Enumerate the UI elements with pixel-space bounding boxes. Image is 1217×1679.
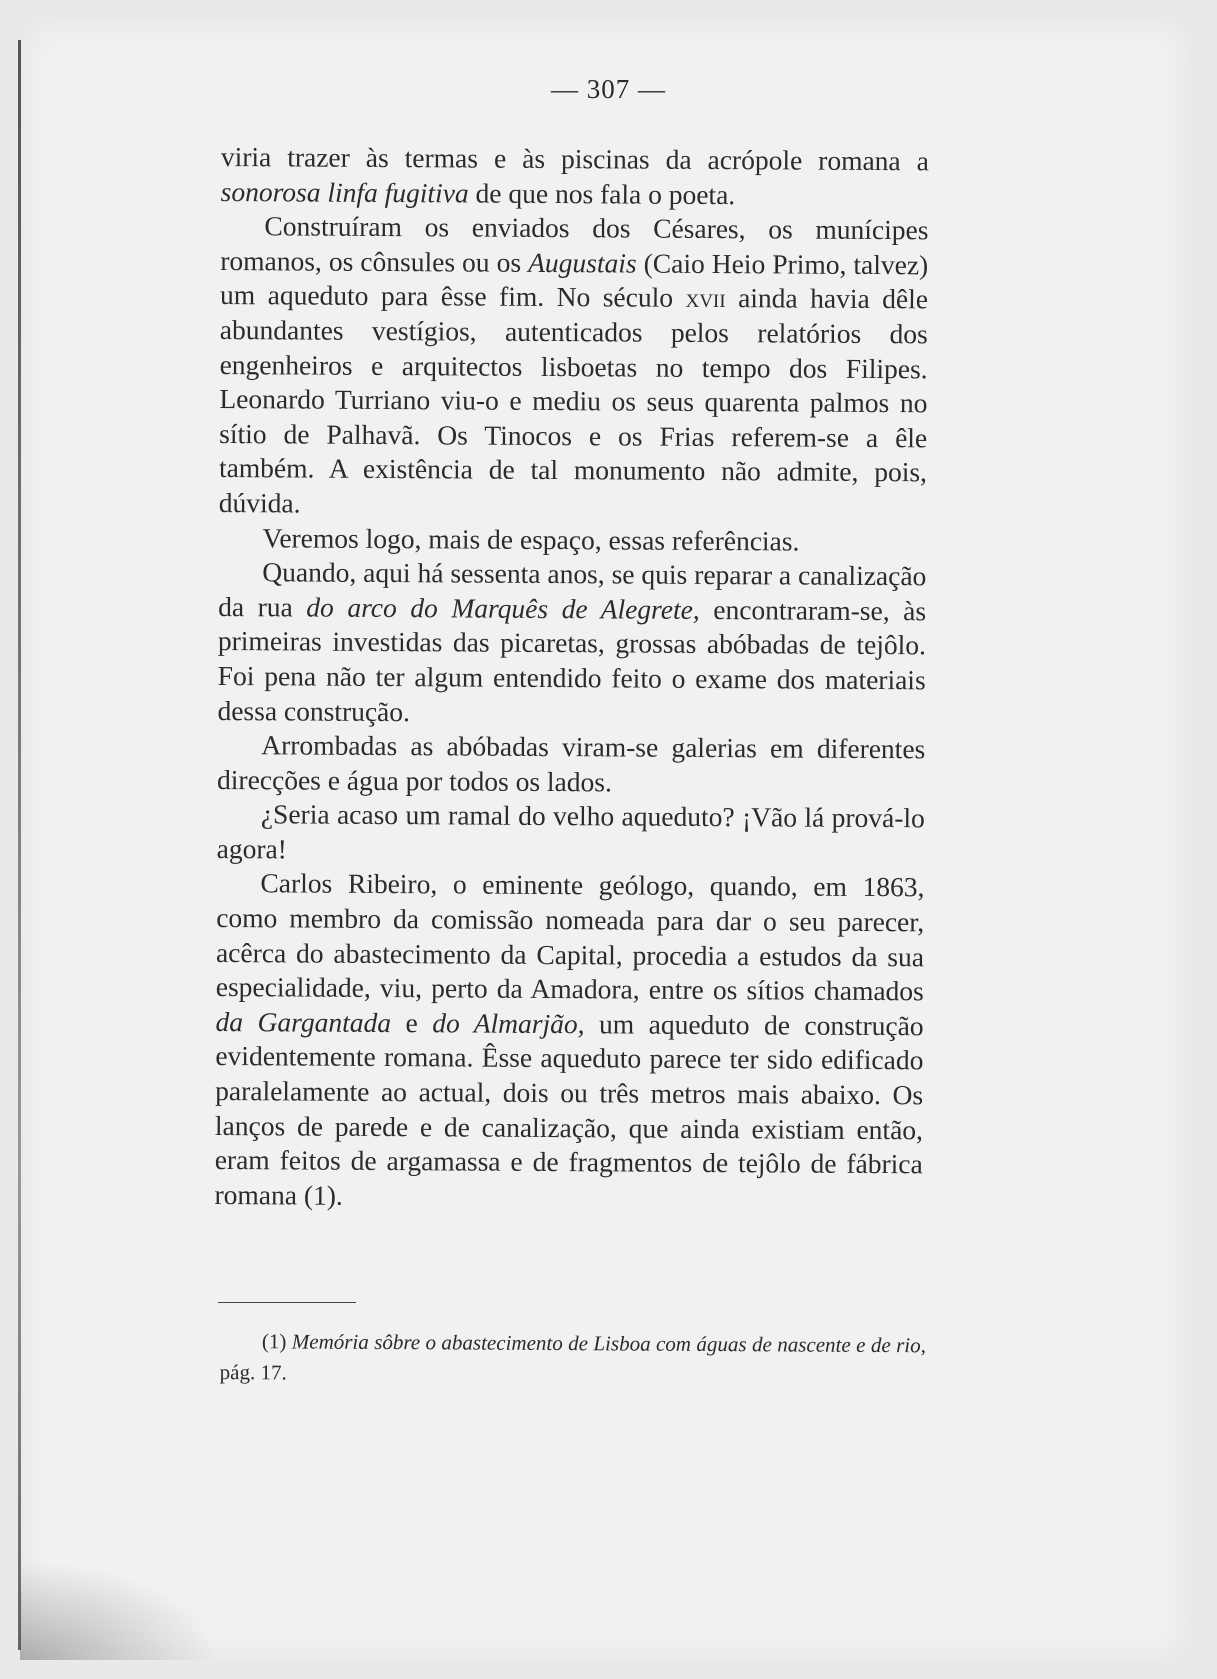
paragraph	[217, 555, 926, 732]
italic-run: sonorosa linfa fugitiva	[220, 175, 469, 209]
italic-run: do arco do Marquês de Alegrete,	[306, 591, 700, 625]
text-run: e	[390, 1006, 433, 1039]
paragraph	[217, 797, 925, 871]
scan-shadow	[20, 1560, 220, 1660]
page-binding-edge	[18, 40, 21, 1650]
text-run: Carlos Ribeiro, o eminente geólogo, quando, em 1863, como membro da comissão nomeada para dar o seu parecer, acêrca do abastecimento da Capital, procedia a estudos da sua especialidade, viu, perto da Amadora, entre os sítios chamados	[215, 867, 925, 1007]
footnote-page: pág. 17.	[219, 1359, 287, 1385]
footnote-divider	[218, 1302, 356, 1303]
smallcaps-run: xvii	[685, 282, 726, 314]
paragraph	[219, 209, 929, 525]
text-run: Veremos logo, mais de espaço, essas referências.	[262, 521, 800, 557]
italic-run: Augustais	[528, 246, 637, 279]
paragraph	[221, 140, 929, 214]
text-run: ainda havia dêle abundantes vestígios, autenticados pelos relatórios dos engenheiros e arquitectos lisboetas no tempo dos Filipes. Leonardo Turriano viu-o e mediu os seus quarenta palmos no sítio de Palhavã. Os Tinocos e os Frias referem-se a êle também. A existência de tal monumento não admite, pois, dúvida.	[218, 282, 929, 519]
paragraph	[218, 521, 926, 560]
italic-run: da Gargantada	[215, 1005, 392, 1038]
text-run: um aqueduto de construção evidentemente romana. Êsse aqueduto parece ter sido edificado paralelamente ao actual, dois ou três metros mais abaixo. Os lanços de parede e de canalização, que ainda existiam então, eram feitos de argamassa e de fragmentos de tejôlo de fábrica romana (1).	[214, 1008, 924, 1211]
text-run: Arrombadas as abóbadas viram-se galerias em diferentes direcções e água por todos os lados.	[217, 729, 926, 798]
body-text	[214, 140, 929, 1217]
text-run: ¿Seria acaso um ramal do velho aqueduto? ¡Vão lá prová-lo agora!	[216, 798, 925, 865]
italic-run: do Almarjão,	[432, 1007, 585, 1040]
footnote	[220, 1326, 926, 1392]
text-run: (Caio Heio Primo, talvez) um aqueduto para êsse fim. No século	[219, 247, 929, 314]
footnote-title: Memória sôbre o abastecimento de Lisboa com águas de nascente e de rio,	[291, 1329, 926, 1358]
text-run: de que nos fala o poeta.	[468, 177, 736, 210]
text-run: Quando, aqui há sessenta anos, se quis reparar a canalização da rua	[218, 556, 927, 623]
page-number: — 307 —	[551, 74, 666, 104]
text-run: viria trazer às termas e às piscinas da acrópole romana a	[220, 140, 929, 177]
paragraph	[214, 866, 924, 1216]
text-run: Construíram os enviados dos Césares, os munícipes romanos, os cônsules ou os	[220, 210, 929, 278]
paragraph	[217, 728, 925, 802]
footnote-marker: (1)	[261, 1329, 292, 1354]
text-run: encontraram-se, às primeiras investidas das picaretas, grossas abóbadas de tejôlo. Foi pena não ter algum entendido feito o exame dos materiais dessa construção.	[217, 593, 927, 727]
